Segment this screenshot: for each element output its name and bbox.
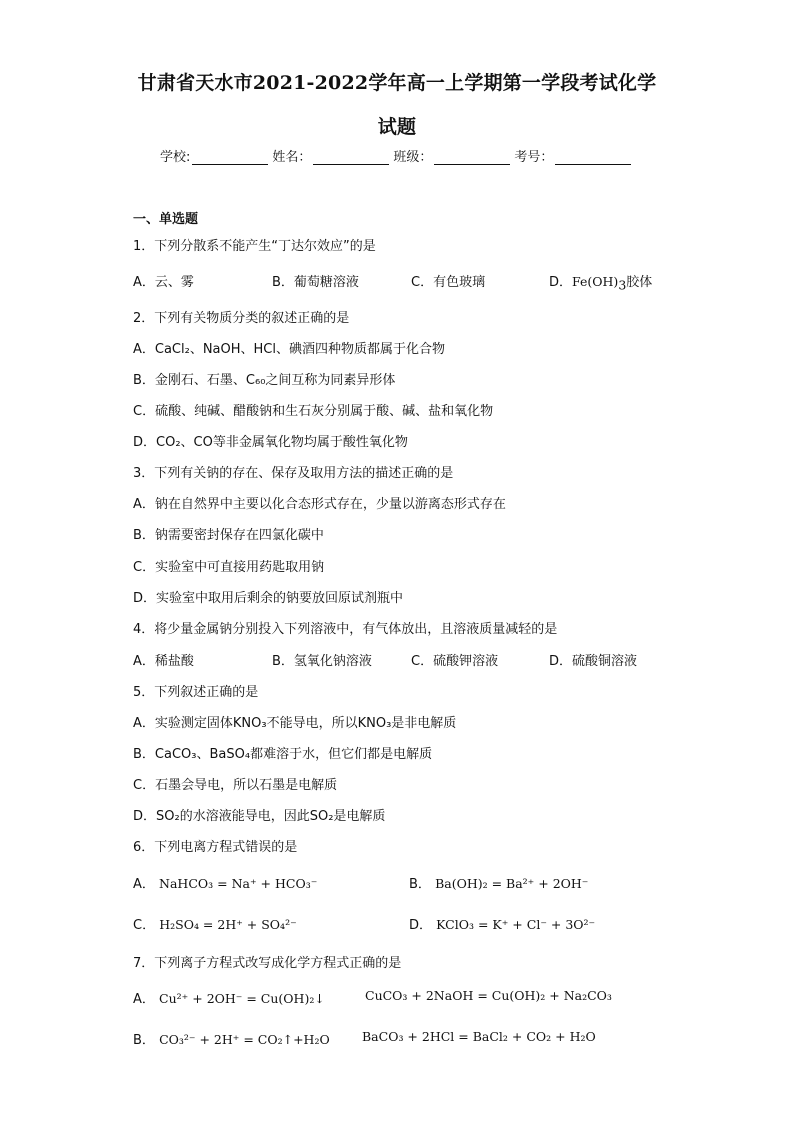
question-4-options [133, 650, 693, 668]
question-4-stem: 4．将少量金属钠分别投入下列溶液中，有气体放出，且溶液质量减轻的是 [133, 622, 558, 637]
student-info-row [160, 146, 635, 165]
question-6-option-d: D． KClO₃ = K⁺ + Cl⁻ + 3O²⁻ [409, 917, 596, 933]
question-6-option-c: C． H₂SO₄ = 2H⁺ + SO₄²⁻ [133, 917, 297, 933]
question-5-stem: 5．下列叙述正确的是 [133, 685, 259, 700]
question-4-option-d: D．硫酸铜溶液 [549, 654, 638, 669]
question-5-option-c: C．石墨会导电，所以石墨是电解质 [133, 778, 338, 793]
question-7-stem: 7．下列离子方程式改写成化学方程式正确的是 [133, 956, 402, 971]
school-label: 学校: [160, 150, 191, 165]
question-7-option-b [133, 1029, 693, 1047]
question-7-option-b-ionic: B． CO₃²⁻ + 2H⁺ = CO₂↑+H₂O [133, 1032, 330, 1048]
question-4-option-c: C．硫酸钾溶液 [411, 654, 499, 669]
question-7-option-a-chemical: CuCO₃ + 2NaOH = Cu(OH)₂ + Na₂CO₃ [365, 988, 612, 1003]
question-4-option-a: A．稀盐酸 [133, 654, 194, 669]
question-6-options-row1 [133, 873, 693, 891]
exam-title-line1: 甘肃省天水市2021-2022学年高一上学期第一学段考试化学 [137, 72, 657, 94]
question-3-option-a: A．钠在自然界中主要以化合态形式存在，少量以游离态形式存在 [133, 497, 506, 512]
question-5-option-b: B．CaCO₃、BaSO₄都难溶于水，但它们都是电解质 [133, 747, 433, 762]
question-5-option-a: A．实验测定固体KNO₃不能导电，所以KNO₃是非电解质 [133, 716, 457, 731]
exam-number-blank[interactable] [555, 150, 631, 165]
exam-number-field [514, 146, 633, 165]
question-2-stem: 2．下列有关物质分类的叙述正确的是 [133, 311, 350, 326]
question-6-option-b: B． Ba(OH)₂ = Ba²⁺ + 2OH⁻ [409, 876, 589, 892]
class-blank[interactable] [434, 150, 510, 165]
question-4-option-b: B．氢氧化钠溶液 [272, 654, 372, 669]
question-6-option-a: A． NaHCO₃ = Na⁺ + HCO₃⁻ [133, 876, 318, 892]
school-field [160, 146, 270, 165]
question-2-option-d: D．CO₂、CO等非金属氧化物均属于酸性氧化物 [133, 435, 408, 450]
question-7-option-b-chemical: BaCO₃ + 2HCl = BaCl₂ + CO₂ + H₂O [362, 1029, 596, 1044]
question-5-option-d: D．SO₂的水溶液能导电，因此SO₂是电解质 [133, 809, 386, 824]
question-1-options [133, 271, 693, 293]
question-1-option-d: D．$Fe(OH)_3$胶体 [549, 274, 653, 293]
question-1-stem: 1．下列分散系不能产生“丁达尔效应”的是 [133, 239, 376, 254]
question-6-options-row2 [133, 914, 693, 932]
question-3-option-c: C．实验室中可直接用药匙取用钠 [133, 560, 325, 575]
question-2-option-c: C．硫酸、纯碱、醋酸钠和生石灰分别属于酸、碱、盐和氧化物 [133, 404, 494, 419]
question-1-option-c: C．有色玻璃 [411, 275, 486, 290]
question-2-option-a: A．CaCl₂、NaOH、HCl、碘酒四种物质都属于化合物 [133, 342, 446, 357]
question-1-option-b: B．葡萄糖溶液 [272, 275, 359, 290]
school-blank[interactable] [192, 150, 268, 165]
name-blank[interactable] [313, 150, 389, 165]
class-field [393, 146, 512, 165]
name-field [272, 146, 391, 165]
name-label: 姓名： [272, 150, 312, 165]
question-3-stem: 3．下列有关钠的存在、保存及取用方法的描述正确的是 [133, 466, 454, 481]
question-6-stem: 6．下列电离方程式错误的是 [133, 840, 298, 855]
question-7-option-a [133, 988, 693, 1006]
exam-title-line2: 试题 [377, 116, 417, 138]
question-7-option-a-ionic: A． Cu²⁺ + 2OH⁻ = Cu(OH)₂↓ [133, 991, 325, 1007]
question-3-option-b: B．钠需要密封保存在四氯化碳中 [133, 528, 324, 543]
question-2-option-b: B．金刚石、石墨、C₆₀之间互称为同素异形体 [133, 373, 396, 388]
section-heading: 一、单选题 [133, 212, 199, 227]
exam-number-label: 考号： [514, 150, 554, 165]
class-label: 班级： [393, 150, 433, 165]
question-3-option-d: D．实验室中取用后剩余的钠要放回原试剂瓶中 [133, 591, 404, 606]
question-1-option-a: A．云、雾 [133, 275, 194, 290]
